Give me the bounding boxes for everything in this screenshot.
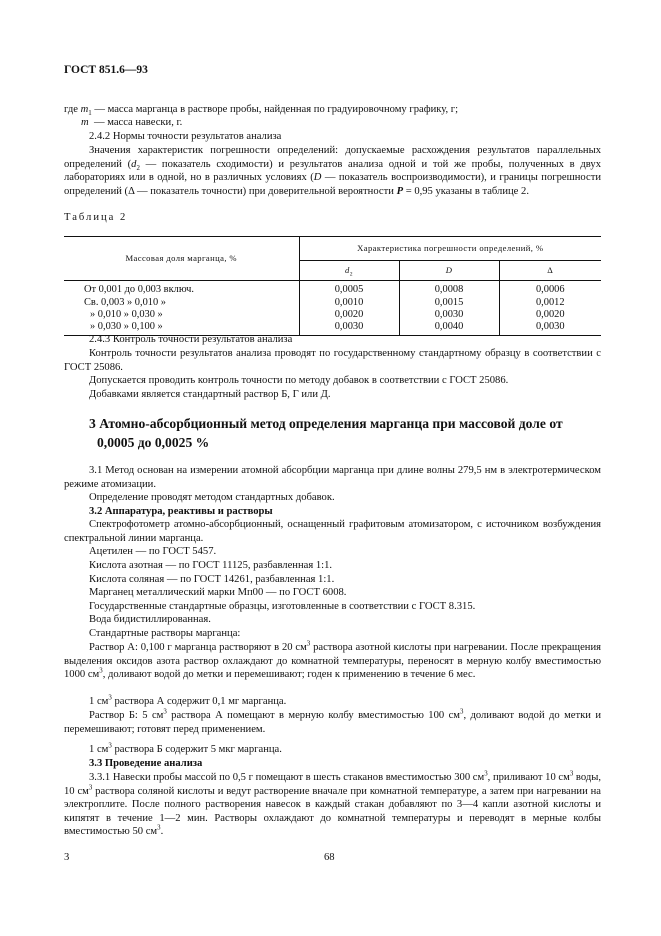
superscript-3: 3 — [569, 770, 574, 778]
paragraph-3-2g: Вода бидистиллированная. — [89, 614, 211, 625]
cell-D: 0,0015 — [399, 297, 499, 309]
paragraph-3-2f: Государственные стандартные образцы, изготовленные в соответствии с ГОСТ 8.315. — [89, 601, 476, 612]
table-2 — [64, 236, 601, 336]
solution-b-paragraph — [64, 709, 601, 736]
column-header-delta: Δ — [499, 261, 601, 281]
solution-a-content — [64, 695, 601, 709]
cell-mass: Св. 0,003 » 0,010 » — [64, 297, 299, 309]
cell-D: 0,0030 — [399, 309, 499, 321]
superscript-3: 3 — [99, 667, 103, 675]
cell-d2: 0,0020 — [299, 309, 399, 321]
paragraph-3-3-1 — [64, 771, 601, 839]
section-heading-3-2: 3.2 Аппаратура, реактивы и растворы — [89, 506, 273, 517]
column-header-d2-sub: 2 — [349, 272, 353, 279]
solution-a-paragraph — [64, 641, 601, 682]
footer-left-number: 3 — [64, 852, 70, 863]
legend-symbol-sub: 1 — [88, 110, 92, 118]
cell-D: 0,0008 — [399, 281, 499, 297]
cell-mass: » 0,010 » 0,030 » — [64, 309, 299, 321]
superscript-3: 3 — [108, 742, 112, 750]
precision-text-a: Значения характеристик погрешности определений: допускаемые расхождения результатов параллельных определений ( — [64, 145, 601, 170]
control-paragraph-3: Добавками является стандартный раствор Б, Г или Д. — [89, 389, 331, 400]
legend-text-1: — масса марганца в растворе пробы, найденная по градуировочному графику, г; — [94, 104, 459, 115]
paragraph-3-1: 3.1 Метод основан на измерении атомной абсорбции марганца при длине волны 279,5 нм в электротермическом режиме атомизации. — [64, 465, 601, 490]
table-row — [64, 297, 601, 309]
precision-paragraph — [64, 144, 601, 198]
column-header-d2 — [299, 261, 399, 281]
section-heading-2-4-3: 2.4.3 Контроль точности результатов анализа — [89, 334, 293, 345]
legend-line-2 — [81, 116, 182, 130]
cell-delta: 0,0030 — [535, 321, 565, 333]
paragraph-3-2d: Кислота соляная — по ГОСТ 14261, разбавленная 1:1. — [89, 574, 335, 585]
legend-prefix: где — [64, 104, 78, 115]
superscript-3: 3 — [163, 708, 167, 716]
symbol-D: D — [313, 172, 322, 184]
solution-a-content-1: 1 см — [89, 696, 109, 707]
table-label: Таблица 2 — [64, 212, 128, 223]
cell-mass: » 0,030 » 0,100 » — [64, 321, 299, 335]
column-header-group: Характеристика погрешности определений, % — [299, 237, 601, 261]
column-header-d2-symbol: d — [345, 265, 350, 276]
legend-symbol-m: m — [81, 117, 89, 128]
solution-a-content-2: раствора А содержит 0,1 мг марганца. — [111, 696, 287, 707]
paragraph-3-2e: Марганец металлический марки Мп00 — по ГОСТ 6008. — [89, 587, 347, 598]
solution-a-text-3: , доливают водой до метки и перемешивают; годен к применению в течение 6 мес. — [102, 669, 476, 681]
superscript-3: 3 — [88, 784, 93, 792]
section-3-title-line-2: 0,0005 до 0,0025 % — [97, 435, 210, 450]
precision-text-c: — показатель воспроизводимости), и границы погрешности определений (Δ — показатель точности) при доверительной вероятности — [64, 172, 601, 197]
solution-b-text-3: , доливают водой до метки и перемешивают; готовят перед применением. — [64, 710, 601, 735]
cell-d2: 0,0010 — [299, 297, 399, 309]
solution-b-content-2: раствора Б содержит 5 мкг марганца. — [111, 744, 282, 755]
table-row — [64, 309, 601, 321]
table-row — [64, 281, 601, 297]
symbol-d-sub: 2 — [136, 164, 140, 172]
paragraph-3-2b: Ацетилен — по ГОСТ 5457. — [89, 546, 217, 557]
solution-b-text-1: Раствор Б: 5 см — [89, 710, 164, 721]
symbol-P: P — [396, 185, 404, 197]
document-code: ГОСТ 851.6—93 — [64, 64, 148, 76]
cell-mass: От 0,001 до 0,003 включ. — [64, 281, 299, 297]
cell-D: 0,0040 — [399, 321, 499, 335]
solution-b-content — [64, 743, 601, 757]
control-paragraph-1: Контроль точности результатов анализа проводят по государственному стандартному образцу в соответствии с ГОСТ 25086. — [64, 348, 601, 373]
column-header-D-symbol: D — [445, 265, 453, 276]
page-number: 68 — [324, 852, 335, 863]
legend-symbol-m1: m — [80, 104, 89, 115]
superscript-3: 3 — [484, 770, 488, 778]
paragraph-3-3-1-b: , приливают 10 см — [487, 772, 570, 783]
cell-delta: 0,0006 — [535, 284, 565, 296]
cell-delta: 0,0012 — [535, 296, 565, 308]
cell-d2: 0,0005 — [299, 281, 399, 297]
precision-text-e: = 0,95 указаны в таблице 2. — [403, 185, 529, 197]
legend-line-1 — [64, 103, 458, 117]
column-header-mass: Массовая доля марганца, % — [64, 237, 299, 281]
superscript-3: 3 — [306, 640, 311, 648]
paragraph-3-2a: Спектрофотометр атомно-абсорбционный, оснащенный графитовым атомизатором, с источником возбуждения спектральной линии марганца. — [64, 519, 601, 544]
paragraph-3-2c: Кислота азотная — по ГОСТ 11125, разбавленная 1:1. — [89, 560, 333, 571]
paragraph-3-1b: Определение проводят методом стандартных добавок. — [89, 492, 335, 503]
section-3-title — [89, 414, 601, 452]
symbol-d: d — [131, 158, 137, 170]
cell-delta: 0,0020 — [535, 308, 565, 320]
control-paragraph-2: Допускается проводить контроль точности по методу добавок в соответствии с ГОСТ 25086. — [89, 375, 509, 386]
section-heading-2-4-2: 2.4.2 Нормы точности результатов анализа — [89, 131, 282, 142]
section-3-title-line-1: 3 Атомно-абсорбционный метод определения марганца при массовой доле от — [89, 416, 563, 431]
section-heading-3-3: 3.3 Проведение анализа — [89, 758, 203, 769]
column-header-D — [399, 261, 499, 281]
solution-a-text-1: Раствор А: 0,100 г марганца растворяют в 20 см — [89, 642, 307, 653]
precision-text-b: — показатель сходимости) и результатов анализа одной и той же пробы, полученных в двух лабораториях или в одной, но в различных условиях ( — [64, 158, 601, 184]
paragraph-3-2h: Стандартные растворы марганца: — [89, 628, 241, 639]
paragraph-3-3-1-e: . — [160, 826, 164, 838]
solution-b-content-1: 1 см — [89, 744, 109, 755]
paragraph-3-3-1-c: воды, 10 см — [64, 772, 601, 797]
superscript-3: 3 — [460, 708, 464, 716]
paragraph-3-3-1-d: раствора соляной кислоты и ведут растворение вначале при комнатной температуре, а затем при нагревании на электроплите. После полного растворения навесок в каждый стакан добавляют по 3—4 капли азотной кислоты и кипятят в течение 1—2 мин. Растворы охлаждают до комнатной температуры и переводят в мерные колбы вместимостью 50 см — [64, 785, 601, 838]
solution-a-text-2: раствора азотной кислоты при нагревании. После прекращения выделения оксидов азота раствор охлаждают до комнатной температуры, переносят в мерную колбу вместимостью 1000 см — [64, 642, 601, 681]
legend-text-2: — масса навески, г. — [93, 117, 183, 128]
superscript-3: 3 — [108, 694, 112, 702]
solution-b-text-2: раствора А помещают в мерную колбу вместимостью 100 см — [166, 710, 460, 721]
superscript-3: 3 — [157, 824, 161, 832]
cell-d2: 0,0030 — [299, 321, 399, 335]
paragraph-3-3-1-a: 3.3.1 Навески пробы массой по 0,5 г помещают в шесть стаканов вместимостью 300 см — [89, 772, 485, 783]
